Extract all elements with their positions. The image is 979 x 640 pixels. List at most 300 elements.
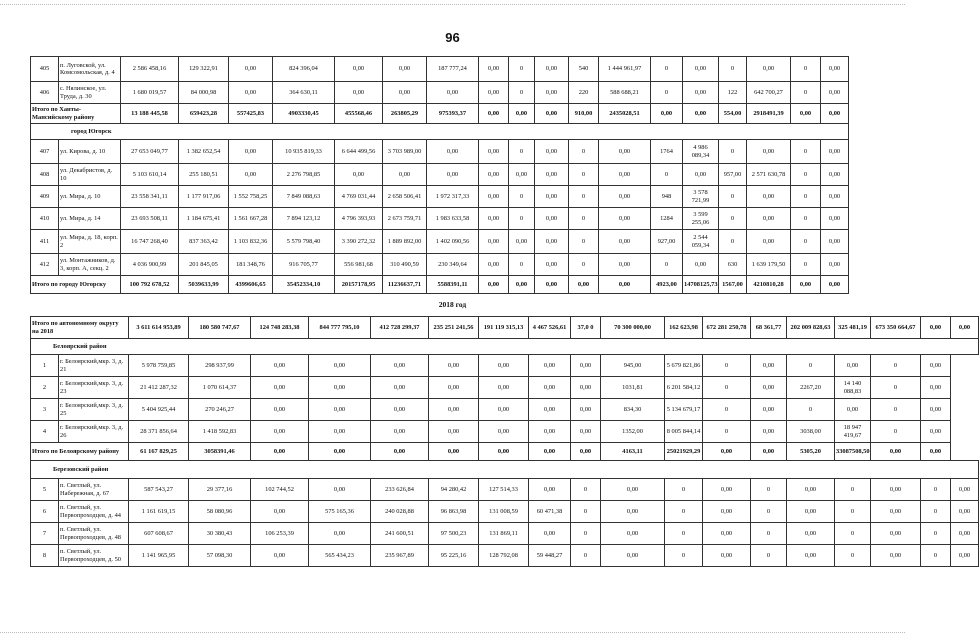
value-cell: 187 777,24 <box>427 57 479 82</box>
value-cell: 642 700,27 <box>747 82 791 104</box>
value-cell: 0,00 <box>429 399 479 421</box>
value-cell: 0,00 <box>509 230 535 254</box>
table-2018-housing-repairs <box>30 316 979 567</box>
total-value: 11236637,71 <box>383 276 427 294</box>
value-cell: 0,00 <box>821 57 849 82</box>
value-cell: 0,00 <box>601 501 665 523</box>
value-cell: 0 <box>703 421 751 443</box>
value-cell: 23 693 508,11 <box>121 208 179 230</box>
table-row <box>31 208 849 230</box>
value-cell: 0,00 <box>821 164 849 186</box>
value-cell: 0,00 <box>535 140 569 164</box>
total-value: 0,00 <box>371 443 429 461</box>
value-cell: 0 <box>571 501 601 523</box>
value-cell: 2267,20 <box>787 377 835 399</box>
total-value: 25021929,29 <box>665 443 703 461</box>
total-value: 910,00 <box>569 104 599 124</box>
value-cell: 0,00 <box>251 399 309 421</box>
total-value: 0,00 <box>571 443 601 461</box>
value-cell: 575 165,36 <box>309 501 371 523</box>
value-cell: 7 849 088,63 <box>273 186 335 208</box>
row-number: 2 <box>31 377 59 399</box>
value-cell: 84 000,98 <box>179 82 229 104</box>
value-cell: 0,00 <box>683 57 719 82</box>
value-cell: 0,00 <box>427 140 479 164</box>
address-cell: ул. Декабристов, д. 10 <box>59 164 121 186</box>
total-value: 0,00 <box>599 276 651 294</box>
value-cell: 0,00 <box>683 164 719 186</box>
value-cell: 0 <box>571 479 601 501</box>
value-cell: 1 972 317,33 <box>427 186 479 208</box>
total-value: 4903330,45 <box>273 104 335 124</box>
value-cell: 0,00 <box>335 164 383 186</box>
value-cell: 181 348,76 <box>229 254 273 276</box>
value-cell: 0,00 <box>921 377 951 399</box>
value-cell: 127 514,33 <box>479 479 529 501</box>
value-cell: 0 <box>921 545 951 567</box>
value-cell: 0,00 <box>571 421 601 443</box>
value-cell: 945,00 <box>601 355 665 377</box>
total-value: 263805,29 <box>383 104 427 124</box>
value-cell: 8 005 844,14 <box>665 421 703 443</box>
row-number: 410 <box>31 208 59 230</box>
value-cell: 0,00 <box>383 82 427 104</box>
value-cell: 0,00 <box>599 140 651 164</box>
value-cell: 607 608,67 <box>129 523 189 545</box>
value-cell: 0 <box>791 164 821 186</box>
value-cell: 310 490,59 <box>383 254 427 276</box>
address-cell: ул. Кирова, д. 10 <box>59 140 121 164</box>
table-row <box>31 140 849 164</box>
row-number: 3 <box>31 399 59 421</box>
value-cell: 0 <box>787 399 835 421</box>
total-value: 0,00 <box>479 443 529 461</box>
value-cell: 0 <box>751 501 787 523</box>
total-value: 844 777 795,10 <box>309 317 371 339</box>
value-cell: 58 080,96 <box>189 501 251 523</box>
value-cell: 0,00 <box>871 479 921 501</box>
total-value: 2435028,51 <box>599 104 651 124</box>
total-value: 14708125,73 <box>683 276 719 294</box>
value-cell: 0 <box>651 164 683 186</box>
row-number: 405 <box>31 57 59 82</box>
total-value: 0,00 <box>509 276 535 294</box>
value-cell: 0,00 <box>535 186 569 208</box>
total-value: 0,00 <box>791 276 821 294</box>
value-cell: 0,00 <box>921 355 951 377</box>
value-cell: 0,00 <box>599 230 651 254</box>
value-cell: 21 412 287,32 <box>129 377 189 399</box>
value-cell: 0,00 <box>479 421 529 443</box>
table-row <box>31 82 849 104</box>
value-cell: 5 404 925,44 <box>129 399 189 421</box>
value-cell: 0,00 <box>747 230 791 254</box>
value-cell: 0 <box>665 523 703 545</box>
value-cell: 0,00 <box>251 501 309 523</box>
address-cell: г. Белоярский,мкр. 3, д. 23 <box>59 377 129 399</box>
value-cell: 0 <box>871 377 921 399</box>
value-cell: 122 <box>719 82 747 104</box>
total-value: 975393,37 <box>427 104 479 124</box>
value-cell: 0 <box>665 479 703 501</box>
value-cell: 0 <box>651 254 683 276</box>
value-cell: 1 561 667,28 <box>229 208 273 230</box>
total-value: 35452334,10 <box>273 276 335 294</box>
total-value: 20157178,95 <box>335 276 383 294</box>
value-cell: 0,00 <box>479 254 509 276</box>
value-cell: 0,00 <box>479 208 509 230</box>
value-cell: 1764 <box>651 140 683 164</box>
total-value: 5588391,11 <box>427 276 479 294</box>
row-number: 412 <box>31 254 59 276</box>
total-value: 0,00 <box>429 443 479 461</box>
value-cell: 0,00 <box>821 254 849 276</box>
value-cell: 106 253,39 <box>251 523 309 545</box>
value-cell: 0,00 <box>479 164 509 186</box>
total-value: 68 361,77 <box>751 317 787 339</box>
total-value: 0,00 <box>251 443 309 461</box>
total-label: Итого по Белоярскому району <box>31 443 129 461</box>
total-value: 0,00 <box>569 276 599 294</box>
value-cell: 0 <box>787 355 835 377</box>
section-row <box>31 124 849 140</box>
row-number: 7 <box>31 523 59 545</box>
value-cell: 0,00 <box>747 186 791 208</box>
value-cell: 0 <box>791 230 821 254</box>
total-value: 202 009 828,63 <box>787 317 835 339</box>
address-cell: п. Светлый, ул. Первопроходцев, д. 48 <box>59 523 129 545</box>
total-value: 325 481,19 <box>835 317 871 339</box>
value-cell: 23 558 341,11 <box>121 186 179 208</box>
value-cell: 0,00 <box>871 501 921 523</box>
table-row <box>31 523 979 545</box>
address-cell: ул. Мира, д. 18, корп. 2 <box>59 230 121 254</box>
value-cell: 0,00 <box>309 479 371 501</box>
value-cell: 14 140 088,83 <box>835 377 871 399</box>
value-cell: 0,00 <box>751 355 787 377</box>
total-value: 37,0 0 <box>571 317 601 339</box>
value-cell: 0 <box>651 82 683 104</box>
value-cell: 131 869,11 <box>479 523 529 545</box>
value-cell: 0 <box>791 82 821 104</box>
total-value: 4210810,28 <box>747 276 791 294</box>
value-cell: 255 180,51 <box>179 164 229 186</box>
value-cell: 0 <box>569 186 599 208</box>
value-cell: 0,00 <box>251 377 309 399</box>
value-cell: 0,00 <box>787 479 835 501</box>
total-value: 70 300 000,00 <box>601 317 665 339</box>
value-cell: 28 371 856,64 <box>129 421 189 443</box>
value-cell: 1 103 832,36 <box>229 230 273 254</box>
value-cell: 927,00 <box>651 230 683 254</box>
value-cell: 0 <box>571 523 601 545</box>
table-row <box>31 399 979 421</box>
value-cell: 1284 <box>651 208 683 230</box>
table-row <box>31 501 979 523</box>
value-cell: 0,00 <box>599 208 651 230</box>
value-cell: 27 653 049,77 <box>121 140 179 164</box>
value-cell: 0,00 <box>599 186 651 208</box>
value-cell: 0 <box>509 82 535 104</box>
total-value: 0,00 <box>651 104 683 124</box>
value-cell: 0,00 <box>535 208 569 230</box>
value-cell: 102 744,52 <box>251 479 309 501</box>
value-cell: 0 <box>751 479 787 501</box>
value-cell: 565 434,23 <box>309 545 371 567</box>
value-cell: 0,00 <box>479 140 509 164</box>
value-cell: 0 <box>509 57 535 82</box>
value-cell: 0 <box>719 186 747 208</box>
section-title: Белоярский район <box>31 339 979 355</box>
row-number: 406 <box>31 82 59 104</box>
value-cell: 6 644 499,56 <box>335 140 383 164</box>
value-cell: 59 448,27 <box>529 545 571 567</box>
value-cell: 240 028,88 <box>371 501 429 523</box>
value-cell: 0,00 <box>951 479 979 501</box>
table-row <box>31 421 979 443</box>
value-cell: 1 444 961,97 <box>599 57 651 82</box>
total-value: 0,00 <box>529 443 571 461</box>
total-value: 1567,00 <box>719 276 747 294</box>
table-row <box>31 355 979 377</box>
value-cell: 0,00 <box>479 399 529 421</box>
value-cell: 3 578 721,99 <box>683 186 719 208</box>
total-value: 0,00 <box>683 104 719 124</box>
total-row <box>31 443 979 461</box>
total-label: Итого по городу Югорску <box>31 276 121 294</box>
value-cell: 2 586 458,16 <box>121 57 179 82</box>
value-cell: 0,00 <box>479 355 529 377</box>
address-cell: г. Белоярский,мкр. 3, д. 26 <box>59 421 129 443</box>
value-cell: 0,00 <box>787 523 835 545</box>
value-cell: 0,00 <box>683 82 719 104</box>
value-cell: 2 544 059,34 <box>683 230 719 254</box>
table-row <box>31 254 849 276</box>
value-cell: 0,00 <box>429 355 479 377</box>
value-cell: 16 747 268,40 <box>121 230 179 254</box>
value-cell: 0,00 <box>747 208 791 230</box>
total-value: 659423,28 <box>179 104 229 124</box>
value-cell: 0 <box>835 545 871 567</box>
value-cell: 0,00 <box>703 523 751 545</box>
value-cell: 1 889 892,00 <box>383 230 427 254</box>
value-cell: 0,00 <box>309 421 371 443</box>
value-cell: 0 <box>509 186 535 208</box>
total-value: 673 350 664,67 <box>871 317 921 339</box>
value-cell: 201 845,05 <box>179 254 229 276</box>
value-cell: 96 863,98 <box>429 501 479 523</box>
value-cell: 0 <box>703 399 751 421</box>
value-cell: 57 098,30 <box>189 545 251 567</box>
total-value: 0,00 <box>535 104 569 124</box>
value-cell: 0,00 <box>599 164 651 186</box>
value-cell: 957,00 <box>719 164 747 186</box>
value-cell: 0 <box>569 164 599 186</box>
value-cell: 128 792,08 <box>479 545 529 567</box>
bottom-scan-rule <box>0 632 905 633</box>
value-cell: 0,00 <box>229 57 273 82</box>
value-cell: 0,00 <box>951 501 979 523</box>
value-cell: 0 <box>569 140 599 164</box>
value-cell: 0 <box>509 208 535 230</box>
value-cell: 2 571 630,78 <box>747 164 791 186</box>
value-cell: 0,00 <box>371 355 429 377</box>
address-cell: ул. Мира, д. 14 <box>59 208 121 230</box>
value-cell: 220 <box>569 82 599 104</box>
value-cell: 2 658 506,41 <box>383 186 427 208</box>
address-cell: с. Нялинское, ул. Труда, д. 30 <box>59 82 121 104</box>
total-value: 124 748 283,38 <box>251 317 309 339</box>
total-label: Итого по Ханты-Мансийскому району <box>31 104 121 124</box>
value-cell: 0,00 <box>571 377 601 399</box>
value-cell: 0,00 <box>821 186 849 208</box>
value-cell: 0,00 <box>309 399 371 421</box>
value-cell: 0,00 <box>571 399 601 421</box>
value-cell: 0,00 <box>229 164 273 186</box>
value-cell: 6 201 584,12 <box>665 377 703 399</box>
value-cell: 0 <box>835 479 871 501</box>
value-cell: 2 276 798,85 <box>273 164 335 186</box>
value-cell: 235 967,89 <box>371 545 429 567</box>
value-cell: 0 <box>569 208 599 230</box>
value-cell: 0,00 <box>571 355 601 377</box>
total-value: 0,00 <box>791 104 821 124</box>
value-cell: 948 <box>651 186 683 208</box>
value-cell: 1352,00 <box>601 421 665 443</box>
value-cell: 0,00 <box>535 57 569 82</box>
value-cell: 0,00 <box>821 230 849 254</box>
value-cell: 0,00 <box>821 208 849 230</box>
value-cell: 0,00 <box>529 355 571 377</box>
value-cell: 0,00 <box>371 421 429 443</box>
value-cell: 298 937,99 <box>189 355 251 377</box>
value-cell: 5 103 610,14 <box>121 164 179 186</box>
row-number: 408 <box>31 164 59 186</box>
total-value: 3 611 614 953,89 <box>129 317 189 339</box>
value-cell: 60 471,38 <box>529 501 571 523</box>
value-cell: 0 <box>569 230 599 254</box>
value-cell: 5 579 798,40 <box>273 230 335 254</box>
value-cell: 0,00 <box>703 479 751 501</box>
value-cell: 0,00 <box>703 501 751 523</box>
value-cell: 0,00 <box>335 57 383 82</box>
row-number: 411 <box>31 230 59 254</box>
table-row <box>31 479 979 501</box>
value-cell: 3038,00 <box>787 421 835 443</box>
value-cell: 0 <box>509 254 535 276</box>
value-cell: 0 <box>921 479 951 501</box>
value-cell: 230 349,64 <box>427 254 479 276</box>
value-cell: 0,00 <box>229 140 273 164</box>
top-scan-rule <box>0 4 905 5</box>
page-number: 96 <box>445 30 460 45</box>
total-value: 0,00 <box>951 317 979 339</box>
total-label: Итого по автономному округу на 2018 <box>31 317 129 339</box>
value-cell: 0,00 <box>703 545 751 567</box>
value-cell: 1 639 179,50 <box>747 254 791 276</box>
total-value: 455568,46 <box>335 104 383 124</box>
value-cell: 10 935 819,33 <box>273 140 335 164</box>
address-cell: п. Луговской, ул. Комсомольская, д. 4 <box>59 57 121 82</box>
value-cell: 0,00 <box>429 377 479 399</box>
value-cell: 0,00 <box>601 479 665 501</box>
value-cell: 1 177 917,06 <box>179 186 229 208</box>
row-number: 409 <box>31 186 59 208</box>
value-cell: 1 552 758,25 <box>229 186 273 208</box>
value-cell: 3 599 255,06 <box>683 208 719 230</box>
value-cell: 97 500,23 <box>429 523 479 545</box>
value-cell: 0,00 <box>251 421 309 443</box>
value-cell: 0,00 <box>509 164 535 186</box>
total-value: 0,00 <box>821 104 849 124</box>
total-value: 0,00 <box>509 104 535 124</box>
value-cell: 0,00 <box>479 82 509 104</box>
total-value: 5305,20 <box>787 443 835 461</box>
year-heading: 2018 год <box>438 300 467 309</box>
value-cell: 824 396,04 <box>273 57 335 82</box>
value-cell: 0 <box>835 501 871 523</box>
value-cell: 4 769 031,44 <box>335 186 383 208</box>
value-cell: 0,00 <box>309 523 371 545</box>
section-row <box>31 461 979 479</box>
total-value: 3058391,46 <box>189 443 251 461</box>
value-cell: 0,00 <box>309 377 371 399</box>
total-row <box>31 104 849 124</box>
value-cell: 0,00 <box>479 57 509 82</box>
value-cell: 0 <box>791 254 821 276</box>
value-cell: 3 390 272,32 <box>335 230 383 254</box>
table-row <box>31 545 979 567</box>
row-number: 5 <box>31 479 59 501</box>
value-cell: 0,00 <box>529 479 571 501</box>
value-cell: 0,00 <box>951 545 979 567</box>
table-row <box>31 164 849 186</box>
total-value: 672 281 250,78 <box>703 317 751 339</box>
value-cell: 0,00 <box>821 140 849 164</box>
value-cell: 1 070 614,37 <box>189 377 251 399</box>
total-value: 4 467 526,61 <box>529 317 571 339</box>
value-cell: 0 <box>719 230 747 254</box>
section-title: Березовский район <box>31 461 979 479</box>
address-cell: п. Светлый, ул. Первопроходцев, д. 44 <box>59 501 129 523</box>
value-cell: 5 134 679,17 <box>665 399 703 421</box>
value-cell: 588 688,21 <box>599 82 651 104</box>
value-cell: 2 673 759,71 <box>383 208 427 230</box>
value-cell: 0,00 <box>921 421 951 443</box>
address-cell: г. Белоярский,мкр. 3, д. 21 <box>59 355 129 377</box>
value-cell: 0,00 <box>787 545 835 567</box>
total-value: 0,00 <box>309 443 371 461</box>
value-cell: 0 <box>665 545 703 567</box>
value-cell: 0 <box>719 208 747 230</box>
value-cell: 0,00 <box>229 82 273 104</box>
total-value: 554,00 <box>719 104 747 124</box>
total-value: 2918491,39 <box>747 104 791 124</box>
value-cell: 5 978 759,85 <box>129 355 189 377</box>
value-cell: 4 796 393,93 <box>335 208 383 230</box>
value-cell: 5 679 821,86 <box>665 355 703 377</box>
value-cell: 0,00 <box>529 421 571 443</box>
value-cell: 4 986 089,34 <box>683 140 719 164</box>
value-cell: 1 680 019,57 <box>121 82 179 104</box>
value-cell: 233 626,84 <box>371 479 429 501</box>
value-cell: 0 <box>569 254 599 276</box>
total-value: 0,00 <box>921 443 951 461</box>
total-value: 0,00 <box>703 443 751 461</box>
value-cell: 0 <box>651 57 683 82</box>
row-number: 4 <box>31 421 59 443</box>
value-cell: 916 705,77 <box>273 254 335 276</box>
